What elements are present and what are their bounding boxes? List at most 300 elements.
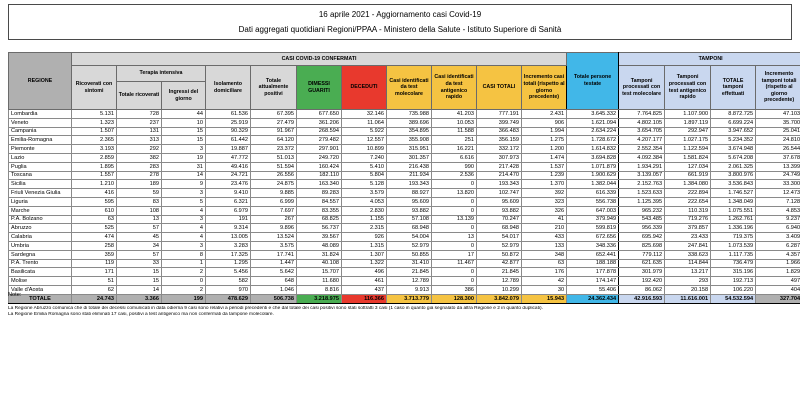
value-cell: 15.707 bbox=[297, 268, 342, 277]
value-cell: 926 bbox=[342, 233, 387, 242]
value-cell: 379.857 bbox=[665, 224, 711, 233]
value-cell: 249.720 bbox=[297, 153, 342, 162]
value-cell: 3.283 bbox=[206, 241, 251, 250]
value-cell: 1.348.049 bbox=[711, 197, 756, 206]
value-cell: 6.321 bbox=[206, 197, 251, 206]
value-cell: 57 bbox=[117, 250, 162, 259]
header-incremento-tamponi: Incremento tamponi totali (rispetto al giorno precedente) bbox=[756, 66, 800, 110]
note-line-1: La Regione Abruzzo comunica che di totale dei decessi comunicati in data odierna 9 casi sono relativi a periodi precedenti e che dal totale dei casi positivi sono stati sottratti 3 casi (1 caso in quanto già segnalato da altra Regione e 2 in quanto duplicati). bbox=[8, 306, 543, 311]
header-isolamento: Isolamento domiciliare bbox=[206, 66, 251, 110]
value-cell: 0 bbox=[432, 180, 477, 189]
value-cell: 437 bbox=[342, 285, 387, 294]
value-cell: 40.108 bbox=[297, 259, 342, 268]
value-cell: 2 bbox=[162, 285, 206, 294]
value-cell: 1.474 bbox=[522, 153, 567, 162]
value-cell: 728 bbox=[117, 110, 162, 119]
value-cell: 338.623 bbox=[665, 250, 711, 259]
region-cell: Campania bbox=[9, 127, 72, 136]
value-cell: 1.262.761 bbox=[711, 215, 756, 224]
value-cell: 1.107.900 bbox=[665, 110, 711, 119]
value-cell: 13.139 bbox=[432, 215, 477, 224]
value-cell: 348.336 bbox=[567, 241, 619, 250]
value-cell: 193.343 bbox=[477, 180, 522, 189]
header-dimessi-guariti: DIMESSI GUARITI bbox=[297, 66, 342, 110]
value-cell: 95.609 bbox=[387, 197, 432, 206]
value-cell: 84.557 bbox=[297, 197, 342, 206]
table-row bbox=[9, 127, 800, 136]
value-cell: 3.713.779 bbox=[387, 294, 432, 303]
table-row bbox=[9, 118, 800, 127]
value-cell: 354.895 bbox=[387, 127, 432, 136]
value-cell: 7.240 bbox=[342, 153, 387, 162]
value-cell: 1.125.395 bbox=[619, 197, 665, 206]
value-cell: 83.355 bbox=[297, 206, 342, 215]
value-cell: 307.973 bbox=[477, 153, 522, 162]
value-cell: 37.678 bbox=[756, 153, 800, 162]
value-cell: 2 bbox=[162, 268, 206, 277]
value-cell: 27.479 bbox=[251, 118, 297, 127]
value-cell: 12.789 bbox=[387, 277, 432, 286]
value-cell: 1.322 bbox=[342, 259, 387, 268]
value-cell: 83 bbox=[117, 197, 162, 206]
value-cell: 4 bbox=[162, 206, 206, 215]
region-cell: Puglia bbox=[9, 162, 72, 171]
value-cell: 970 bbox=[206, 285, 251, 294]
value-cell: 42 bbox=[522, 277, 567, 286]
value-cell: 192.713 bbox=[711, 277, 756, 286]
value-cell: 1.239 bbox=[522, 171, 567, 180]
value-cell: 4.092.384 bbox=[619, 153, 665, 162]
value-cell: 3.842.079 bbox=[477, 294, 522, 303]
value-cell: 359 bbox=[72, 250, 117, 259]
value-cell: 279.482 bbox=[297, 136, 342, 145]
table-row bbox=[9, 197, 800, 206]
value-cell: 1.336.196 bbox=[711, 224, 756, 233]
value-cell: 47.772 bbox=[206, 153, 251, 162]
value-cell: 191 bbox=[206, 215, 251, 224]
region-cell: Marche bbox=[9, 206, 72, 215]
value-cell: 9.913 bbox=[387, 285, 432, 294]
value-cell: 171 bbox=[72, 268, 117, 277]
value-cell: 1.994 bbox=[522, 127, 567, 136]
value-cell: 2.552.354 bbox=[619, 145, 665, 154]
value-cell: 114.844 bbox=[665, 259, 711, 268]
table-row bbox=[9, 215, 800, 224]
value-cell: 1.075.551 bbox=[711, 206, 756, 215]
value-cell: 49.416 bbox=[206, 162, 251, 171]
value-cell: 51 bbox=[72, 277, 117, 286]
value-cell: 1.829 bbox=[756, 268, 800, 277]
value-cell: 44 bbox=[162, 110, 206, 119]
region-cell: P.A. Bolzano bbox=[9, 215, 72, 224]
value-cell: 15.943 bbox=[522, 294, 567, 303]
value-cell: 3.579 bbox=[342, 189, 387, 198]
value-cell: 1.557 bbox=[72, 171, 117, 180]
value-cell: 10 bbox=[162, 118, 206, 127]
table-row bbox=[9, 171, 800, 180]
value-cell: 57.108 bbox=[387, 215, 432, 224]
value-cell: 56.737 bbox=[297, 224, 342, 233]
value-cell: 5 bbox=[162, 197, 206, 206]
region-cell: Valle d'Aosta bbox=[9, 285, 72, 294]
value-cell: 736.479 bbox=[711, 259, 756, 268]
value-cell: 25.041 bbox=[756, 127, 800, 136]
value-cell: 3.366 bbox=[117, 294, 162, 303]
value-cell: 51.013 bbox=[251, 153, 297, 162]
table-row bbox=[9, 110, 800, 119]
region-cell: Sardegna bbox=[9, 250, 72, 259]
value-cell: 1.897.119 bbox=[665, 118, 711, 127]
value-cell: 647.003 bbox=[567, 206, 619, 215]
value-cell: 3.654.705 bbox=[619, 127, 665, 136]
header-casi-molecolare: Casi identificati da test molecolare bbox=[387, 66, 432, 110]
value-cell: 216.438 bbox=[387, 162, 432, 171]
value-cell: 13.399 bbox=[756, 162, 800, 171]
value-cell: 33 bbox=[117, 259, 162, 268]
value-cell: 1.382.044 bbox=[567, 180, 619, 189]
value-cell: 91.967 bbox=[251, 127, 297, 136]
value-cell: 24.721 bbox=[206, 171, 251, 180]
region-cell: Liguria bbox=[9, 197, 72, 206]
value-cell: 0 bbox=[432, 224, 477, 233]
value-cell: 15 bbox=[162, 127, 206, 136]
region-cell: Toscana bbox=[9, 171, 72, 180]
value-cell: 9.896 bbox=[251, 224, 297, 233]
value-cell: 5.456 bbox=[206, 268, 251, 277]
value-cell: 3.800.976 bbox=[711, 171, 756, 180]
region-cell: TOTALE bbox=[9, 294, 72, 303]
value-cell: 1.384.080 bbox=[665, 180, 711, 189]
value-cell: 301.357 bbox=[387, 153, 432, 162]
value-cell: 95.609 bbox=[477, 197, 522, 206]
region-cell: Lombardia bbox=[9, 110, 72, 119]
value-cell: 88.927 bbox=[387, 189, 432, 198]
value-cell: 779.112 bbox=[619, 250, 665, 259]
value-cell: 2.061.325 bbox=[711, 162, 756, 171]
header-casi-antigenico: Casi identificati da test antigenico rapido bbox=[432, 66, 477, 110]
value-cell: 2.634.224 bbox=[567, 127, 619, 136]
header-persone-testate: Totale persone testate bbox=[567, 53, 619, 110]
value-cell: 61.442 bbox=[206, 136, 251, 145]
value-cell: 62 bbox=[72, 285, 117, 294]
value-cell: 9.885 bbox=[251, 189, 297, 198]
region-cell: Calabria bbox=[9, 233, 72, 242]
value-cell: 63 bbox=[72, 215, 117, 224]
value-cell: 1.071.879 bbox=[567, 162, 619, 171]
value-cell: 211.934 bbox=[387, 171, 432, 180]
value-cell: 525 bbox=[72, 224, 117, 233]
value-cell: 9 bbox=[162, 180, 206, 189]
value-cell: 222.894 bbox=[665, 189, 711, 198]
value-cell: 55.406 bbox=[567, 285, 619, 294]
value-cell: 106.220 bbox=[711, 285, 756, 294]
value-cell: 1.966 bbox=[756, 259, 800, 268]
value-cell: 416 bbox=[72, 189, 117, 198]
value-cell: 0 bbox=[432, 277, 477, 286]
value-cell: 50.872 bbox=[477, 250, 522, 259]
header-terapia-intensiva: Terapia intensiva bbox=[117, 66, 206, 82]
value-cell: 672.656 bbox=[567, 233, 619, 242]
value-cell: 50.855 bbox=[387, 250, 432, 259]
value-cell: 182.110 bbox=[297, 171, 342, 180]
region-cell: Veneto bbox=[9, 118, 72, 127]
value-cell: 19 bbox=[162, 153, 206, 162]
table-row bbox=[9, 259, 800, 268]
value-cell: 247.841 bbox=[665, 241, 711, 250]
note-line-2: La Regione Emilia Romagna sono stati eliminati 17 casi, positivi a test antigenico ma non confermati da tampone molecolare. bbox=[8, 312, 274, 318]
value-cell: 11.588 bbox=[432, 127, 477, 136]
value-cell: 8.872.725 bbox=[711, 110, 756, 119]
value-cell: 315.951 bbox=[387, 145, 432, 154]
value-cell: 621.635 bbox=[619, 259, 665, 268]
header-tamponi-totale: TOTALE tamponi effettuati bbox=[711, 66, 756, 110]
value-cell: 7.697 bbox=[251, 206, 297, 215]
value-cell: 348 bbox=[522, 250, 567, 259]
value-cell: 297.901 bbox=[297, 145, 342, 154]
value-cell: 26.544 bbox=[756, 145, 800, 154]
value-cell: 3.947.652 bbox=[711, 127, 756, 136]
value-cell: 102.747 bbox=[477, 189, 522, 198]
table-row bbox=[9, 162, 800, 171]
value-cell: 719.276 bbox=[665, 215, 711, 224]
value-cell: 1.307 bbox=[342, 250, 387, 259]
header-ricoverati: Ricoverati con sintomi bbox=[72, 66, 117, 110]
value-cell: 506.738 bbox=[251, 294, 297, 303]
region-cell: Molise bbox=[9, 277, 72, 286]
value-cell: 54.532.594 bbox=[711, 294, 756, 303]
value-cell: 13.217 bbox=[665, 268, 711, 277]
region-cell: Lazio bbox=[9, 153, 72, 162]
value-cell: 292.947 bbox=[665, 127, 711, 136]
value-cell: 42.877 bbox=[477, 259, 522, 268]
value-cell: 222.654 bbox=[665, 197, 711, 206]
header-regione: REGIONE bbox=[9, 53, 72, 110]
value-cell: 13.820 bbox=[432, 189, 477, 198]
header-ti-ingressi: Ingressi del giorno bbox=[162, 82, 206, 110]
value-cell: 17.325 bbox=[206, 250, 251, 259]
value-cell: 67.395 bbox=[251, 110, 297, 119]
value-cell: 16.221 bbox=[432, 145, 477, 154]
region-cell: Sicilia bbox=[9, 180, 72, 189]
value-cell: 10.299 bbox=[477, 285, 522, 294]
value-cell: 6.699.224 bbox=[711, 118, 756, 127]
region-cell: Umbria bbox=[9, 241, 72, 250]
value-cell: 652.441 bbox=[567, 250, 619, 259]
value-cell: 0 bbox=[432, 206, 477, 215]
table-row bbox=[9, 189, 800, 198]
value-cell: 15 bbox=[117, 277, 162, 286]
covid-data-table bbox=[8, 52, 800, 304]
value-cell: 1.537 bbox=[522, 162, 567, 171]
report-subtitle: Dati aggregati quotidiani Regioni/PPAA - Ministero della Salute - Istituto Superiore di Sanità bbox=[238, 24, 562, 34]
value-cell: 15 bbox=[117, 268, 162, 277]
value-cell: 355.908 bbox=[387, 136, 432, 145]
value-cell: 3.193 bbox=[72, 145, 117, 154]
value-cell: 23.476 bbox=[206, 180, 251, 189]
value-cell: 13 bbox=[117, 215, 162, 224]
value-cell: 5.674.208 bbox=[711, 153, 756, 162]
value-cell: 1.210 bbox=[72, 180, 117, 189]
value-cell: 3.575 bbox=[251, 241, 297, 250]
table-row bbox=[9, 180, 800, 189]
value-cell: 4.053 bbox=[342, 197, 387, 206]
value-cell: 361.206 bbox=[297, 118, 342, 127]
value-cell: 24.743 bbox=[72, 294, 117, 303]
value-cell: 12.789 bbox=[477, 277, 522, 286]
value-cell: 7.764.825 bbox=[619, 110, 665, 119]
value-cell: 237 bbox=[117, 118, 162, 127]
value-cell: 1.122.594 bbox=[665, 145, 711, 154]
value-cell: 389.696 bbox=[387, 118, 432, 127]
value-cell: 399.749 bbox=[477, 118, 522, 127]
region-cell: Friuli Venezia Giulia bbox=[9, 189, 72, 198]
value-cell: 26.556 bbox=[251, 171, 297, 180]
value-cell: 497 bbox=[756, 277, 800, 286]
value-cell: 1.155 bbox=[342, 215, 387, 224]
value-cell: 4 bbox=[162, 224, 206, 233]
header-tamponi-molecolare: Tamponi processati con test molecolare bbox=[619, 66, 665, 110]
value-cell: 2.315 bbox=[342, 224, 387, 233]
value-cell: 19.887 bbox=[206, 145, 251, 154]
value-cell: 108 bbox=[117, 206, 162, 215]
value-cell: 174.147 bbox=[567, 277, 619, 286]
value-cell: 24.749 bbox=[756, 171, 800, 180]
table-row bbox=[9, 233, 800, 242]
value-cell: 51.594 bbox=[251, 162, 297, 171]
header-tamponi-antigenico: Tamponi processati con test antigenico rapido bbox=[665, 66, 711, 110]
value-cell: 199 bbox=[162, 294, 206, 303]
value-cell: 433 bbox=[522, 233, 567, 242]
value-cell: 133 bbox=[522, 241, 567, 250]
value-cell: 1.046 bbox=[251, 285, 297, 294]
value-cell: 45 bbox=[117, 233, 162, 242]
value-cell: 57 bbox=[117, 224, 162, 233]
table-row bbox=[9, 224, 800, 233]
value-cell: 110.319 bbox=[665, 206, 711, 215]
value-cell: 59 bbox=[117, 189, 162, 198]
value-cell: 21.845 bbox=[387, 268, 432, 277]
value-cell: 3.536.843 bbox=[711, 180, 756, 189]
value-cell: 31 bbox=[162, 162, 206, 171]
value-cell: 93.882 bbox=[387, 206, 432, 215]
value-cell: 1.621.094 bbox=[567, 118, 619, 127]
value-cell: 39.567 bbox=[297, 233, 342, 242]
value-cell: 41.203 bbox=[432, 110, 477, 119]
value-cell: 90.329 bbox=[206, 127, 251, 136]
value-cell: 278 bbox=[117, 171, 162, 180]
value-cell: 0 bbox=[162, 277, 206, 286]
value-cell: 24.362.434 bbox=[567, 294, 619, 303]
table-row bbox=[9, 277, 800, 286]
value-cell: 315.196 bbox=[711, 268, 756, 277]
value-cell: 11.064 bbox=[342, 118, 387, 127]
header-incremento-casi: Incremento casi totali (rispetto al giorno precedente) bbox=[522, 66, 567, 110]
value-cell: 616.339 bbox=[567, 189, 619, 198]
value-cell: 176 bbox=[522, 268, 567, 277]
value-cell: 17.741 bbox=[251, 250, 297, 259]
value-cell: 5.131 bbox=[72, 110, 117, 119]
value-cell: 8 bbox=[162, 250, 206, 259]
value-cell: 47.103 bbox=[756, 110, 800, 119]
value-cell: 1.447 bbox=[251, 259, 297, 268]
header-group-tamponi: TAMPONI bbox=[619, 53, 800, 66]
value-cell: 1.117.735 bbox=[711, 250, 756, 259]
value-cell: 131 bbox=[117, 127, 162, 136]
value-cell: 5.922 bbox=[342, 127, 387, 136]
value-cell: 386 bbox=[432, 285, 477, 294]
value-cell: 61.536 bbox=[206, 110, 251, 119]
value-cell: 719.375 bbox=[711, 233, 756, 242]
value-cell: 214.470 bbox=[477, 171, 522, 180]
value-cell: 556.738 bbox=[567, 197, 619, 206]
value-cell: 1.614.832 bbox=[567, 145, 619, 154]
value-cell: 210 bbox=[522, 224, 567, 233]
value-cell: 1.295 bbox=[206, 259, 251, 268]
value-cell: 2.152.763 bbox=[619, 180, 665, 189]
value-cell: 193.343 bbox=[387, 180, 432, 189]
header-casi-totali: CASI TOTALI bbox=[477, 66, 522, 110]
report-header bbox=[8, 4, 792, 40]
value-cell: 474 bbox=[72, 233, 117, 242]
value-cell: 1.507 bbox=[72, 127, 117, 136]
value-cell: 20.158 bbox=[665, 285, 711, 294]
value-cell: 301.979 bbox=[619, 268, 665, 277]
header-deceduti: DECEDUTI bbox=[342, 66, 387, 110]
value-cell: 0 bbox=[432, 197, 477, 206]
value-cell: 25.919 bbox=[206, 118, 251, 127]
value-cell: 30 bbox=[522, 285, 567, 294]
value-cell: 14 bbox=[117, 285, 162, 294]
value-cell: 86.062 bbox=[619, 285, 665, 294]
value-cell: 2.830 bbox=[342, 206, 387, 215]
value-cell: 0 bbox=[432, 241, 477, 250]
value-cell: 6.940 bbox=[756, 224, 800, 233]
value-cell: 119 bbox=[72, 259, 117, 268]
value-cell: 677.650 bbox=[297, 110, 342, 119]
value-cell: 70.247 bbox=[477, 215, 522, 224]
value-cell: 599.819 bbox=[567, 224, 619, 233]
value-cell: 31.410 bbox=[387, 259, 432, 268]
value-cell: 4.802.105 bbox=[619, 118, 665, 127]
notes-label: Note: bbox=[8, 292, 22, 298]
value-cell: 33.300 bbox=[756, 180, 800, 189]
value-cell: 595 bbox=[72, 197, 117, 206]
value-cell: 5.128 bbox=[342, 180, 387, 189]
value-cell: 128.300 bbox=[432, 294, 477, 303]
value-cell: 11.467 bbox=[432, 259, 477, 268]
value-cell: 2.365 bbox=[72, 136, 117, 145]
value-cell: 9.237 bbox=[756, 215, 800, 224]
value-cell: 695.942 bbox=[619, 233, 665, 242]
notes-section bbox=[8, 292, 792, 319]
value-cell: 13 bbox=[432, 233, 477, 242]
value-cell: 163.340 bbox=[297, 180, 342, 189]
value-cell: 4.357 bbox=[756, 250, 800, 259]
region-cell: Basilicata bbox=[9, 268, 72, 277]
value-cell: 54.004 bbox=[387, 233, 432, 242]
value-cell: 323 bbox=[522, 197, 567, 206]
value-cell: 5.234.352 bbox=[711, 136, 756, 145]
value-cell: 13.005 bbox=[206, 233, 251, 242]
value-cell: 1.523.633 bbox=[619, 189, 665, 198]
value-cell: 2.859 bbox=[72, 153, 117, 162]
value-cell: 3 bbox=[162, 145, 206, 154]
region-cell: Emilia-Romagna bbox=[9, 136, 72, 145]
value-cell: 24.810 bbox=[756, 136, 800, 145]
value-cell: 392 bbox=[522, 189, 567, 198]
value-cell: 1.934.291 bbox=[619, 162, 665, 171]
value-cell: 3.218.975 bbox=[297, 294, 342, 303]
